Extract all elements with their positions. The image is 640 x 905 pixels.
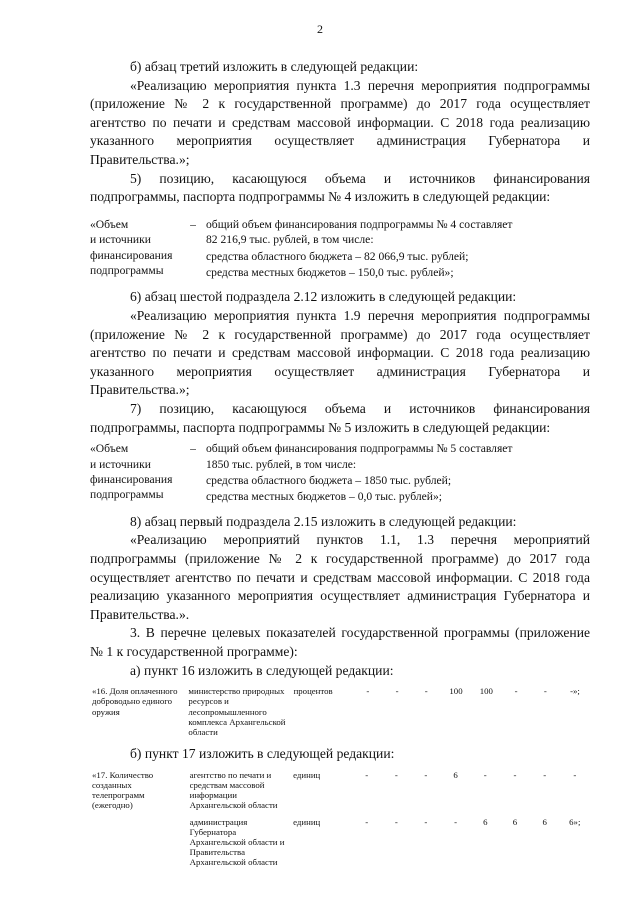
passport-block-4 bbox=[90, 217, 590, 281]
value-cell: - bbox=[424, 769, 428, 780]
responsible-cell: администрация Губернатора Архангельской области и Правительства Архангельской области bbox=[189, 816, 285, 868]
value-cell: 6»; bbox=[569, 816, 581, 827]
document-body bbox=[90, 58, 590, 876]
unit-cell: процентов bbox=[293, 686, 333, 697]
paragraph: 5) позицию, касающуюся объема и источников финансирования подпрограммы, паспорта подпрограммы № 4 изложить в следующей редакции: bbox=[90, 170, 590, 205]
table-row bbox=[90, 686, 590, 737]
value-cell: - bbox=[394, 816, 398, 827]
value-cell: -»; bbox=[570, 686, 580, 697]
paragraph: 3. В перечне целевых показателей государственной программы (приложение № 1 к государственной программе): bbox=[90, 625, 590, 659]
unit-cell: единиц bbox=[293, 769, 321, 780]
passport-dash: – bbox=[190, 217, 196, 231]
responsible-cell: агентство по печати и средствам массовой информации Архангельской области bbox=[189, 769, 278, 811]
value-cell: - bbox=[394, 769, 398, 780]
paragraph: «Реализацию мероприятия пункта 1.3 перечня мероприятия подпрограммы (приложение № 2 к государственной программе) до 2017 года осуществляет агентство по печати и средствам массовой информации. С 2018 года реализацию указанного мероприятия осуществляет администрация Губернатора и Правительства.»; bbox=[90, 77, 590, 167]
indicator-cell: «17. Количество созданных телепрограмм (ежегодно) bbox=[92, 769, 154, 811]
paragraph: «Реализацию мероприятий пунктов 1.1, 1.3 перечня мероприятий подпрограммы (приложение № 2 к государственной программе) до 2017 года осуществляет агентство по печати и средствам массовой информации. С 2018 года реализацию указанного мероприятия осуществляет администрация Губернатора и Правительства.». bbox=[90, 532, 590, 622]
value-cell: - bbox=[365, 769, 369, 780]
value-cell: 6 bbox=[542, 816, 547, 827]
value-cell: - bbox=[483, 769, 487, 780]
paragraph: 8) абзац первый подраздела 2.15 изложить в следующей редакции: bbox=[130, 513, 517, 529]
value-cell: - bbox=[424, 816, 428, 827]
value-cell: 6 bbox=[483, 816, 488, 827]
value-cell: 6 bbox=[453, 769, 458, 780]
indicator-table-17 bbox=[90, 770, 590, 868]
paragraph: б) абзац третий изложить в следующей редакции: bbox=[130, 59, 419, 74]
value-cell: - bbox=[514, 686, 518, 697]
value-cell: - bbox=[424, 686, 428, 697]
paragraph: «Реализацию мероприятия пункта 1.9 перечня мероприятия подпрограммы (приложение № 2 к государственной программе) до 2017 года осуществляет агентство по печати и средствам массовой информации. С 2018 года реализацию указанного мероприятия осуществляет администрация Губернатора и Правительства.»; bbox=[90, 307, 590, 398]
value-cell: - bbox=[395, 686, 399, 697]
paragraph: б) пункт 17 изложить в следующей редакции: bbox=[130, 746, 395, 762]
value-cell: - bbox=[366, 686, 370, 697]
value-cell: - bbox=[543, 686, 547, 697]
value-cell: - bbox=[573, 769, 577, 780]
value-cell: 100 bbox=[479, 686, 493, 697]
indicator-table-16 bbox=[90, 686, 590, 737]
value-cell: - bbox=[365, 816, 369, 827]
passport-label: «Объем и источники финансирования подпрограммы bbox=[90, 217, 173, 277]
indicator-cell: «16. Доля оплаченного доброводьно единого оружия bbox=[92, 686, 178, 717]
paragraph: 6) абзац шестой подраздела 2.12 изложить в следующей редакции: bbox=[130, 289, 517, 305]
value-cell: 100 bbox=[449, 686, 463, 697]
passport-value: общий объем финансирования подпрограммы № 5 составляет 1850 тыс. рублей, в том числе: средства областного бюджета – 1850 тыс. рублей; средства местных бюджетов – 0,0 тыс. рублей»; bbox=[206, 442, 513, 504]
value-cell: - bbox=[513, 769, 517, 780]
paragraph: 7) позицию, касающуюся объема и источников финансирования подпрограммы, паспорта подпрограммы № 5 изложить в следующей редакции: bbox=[90, 400, 590, 435]
passport-value: общий объем финансирования подпрограммы № 4 составляет 82 216,9 тыс. рублей, в том числе: средства областного бюджета – 82 066,9 тыс. рублей; средства местных бюджетов – 150,0 тыс. рублей»; bbox=[206, 217, 513, 279]
value-cell: - bbox=[454, 816, 458, 827]
unit-cell: единиц bbox=[293, 816, 321, 827]
passport-label: «Объем и источники финансирования подпрограммы bbox=[90, 442, 173, 502]
value-cell: 6 bbox=[512, 816, 518, 827]
page-number: 2 bbox=[317, 22, 323, 36]
responsible-cell: министерство природных ресурсов и лесопромышленного комплекса Архангельской области bbox=[188, 686, 286, 737]
value-cell: - bbox=[543, 769, 547, 780]
passport-dash: – bbox=[190, 442, 196, 456]
table-row bbox=[90, 770, 590, 811]
passport-block-5 bbox=[90, 441, 590, 505]
paragraph: а) пункт 16 изложить в следующей редакции: bbox=[130, 662, 394, 678]
